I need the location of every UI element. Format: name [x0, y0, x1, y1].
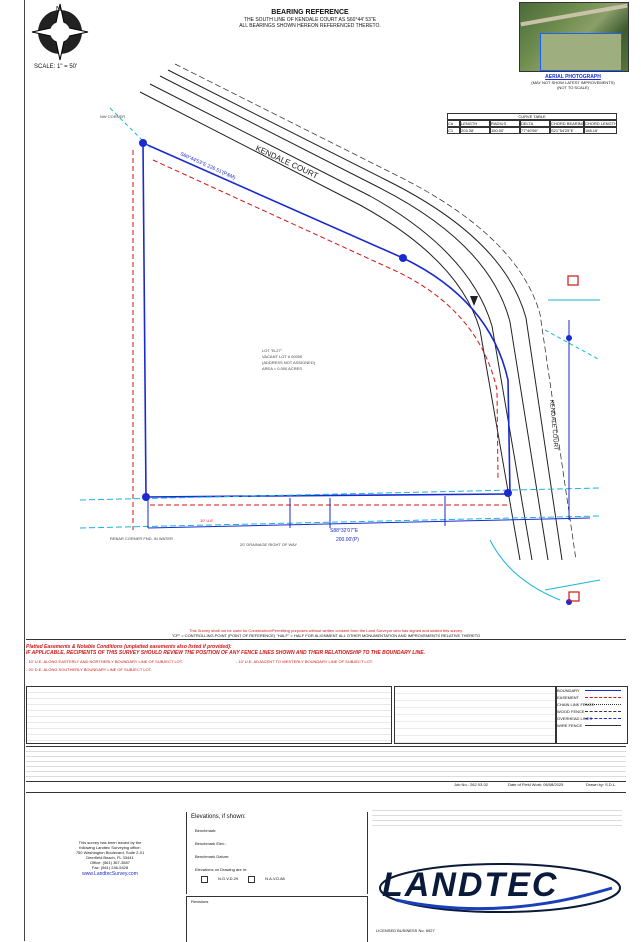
elevations-box: [186, 812, 368, 894]
revisions-box: [186, 896, 368, 942]
drawn-by: Drawn by: S.D.L.: [586, 782, 617, 787]
abbreviations-table: [26, 686, 392, 744]
certification-text: [372, 806, 622, 828]
bearing-line2: ALL BEARINGS SHOWN HEREON REFERENCED THERETO.: [239, 23, 381, 29]
fax: Fax: (561) 246-5428: [91, 865, 129, 870]
legend-chain-link: CHAIN LINK FENCE: [557, 701, 627, 708]
drainage-label-1: 10' U.E.: [200, 518, 215, 523]
scale-label: SCALE: 1" = 50': [34, 64, 78, 70]
lot-label-2: VACANT LOT # 00000: [262, 354, 303, 359]
easement-2: - 20' D.E. ALONG SOUTHERLY BOUNDARY LINE OF SUBJECT LOT.: [26, 667, 152, 672]
curve-td: 150.00': [490, 127, 520, 134]
fence-warning: IF APPLICABLE, RECIPIENTS OF THIS SURVEY SHOULD REVIEW THE POSITION OF ANY FENCE LINES SHOWN AND THEIR RELATIONSHIP TO THE BOUNDARY LINE.: [26, 650, 426, 656]
elev-drawing: Elevations on Drawing are in:: [195, 867, 248, 872]
curve-th: RADIUS: [490, 120, 520, 127]
north-dimension: S60°44'53"E 226.51'(P&M): [179, 151, 237, 182]
job-no: Job No.: 262 03-02: [454, 782, 489, 787]
south-dimension: S88°32'07"E: [330, 528, 359, 534]
easement-3: - 10' U.E. ADJACENT TO WESTERLY BOUNDARY LINE OF SUBJECT LOT.: [236, 659, 373, 664]
survey-note-1: This survey has been issued by the: [78, 840, 142, 845]
legend-wood-fence: WOOD FENCE: [557, 708, 627, 715]
lot-label-1: LOT "B-27": [262, 348, 283, 353]
navd-label: N.A.V.D.88: [265, 876, 285, 881]
line-legend: [556, 686, 628, 744]
curve-th: CHORD LENGTH: [585, 121, 618, 126]
symbols-legend: [394, 686, 556, 744]
platted-title: Platted Easements & Notable Conditions (unplatted easements also listed if provided):: [26, 644, 232, 650]
legend-overhead: OVERHEAD LINES: [557, 715, 627, 722]
datum-options: [201, 876, 353, 883]
sw-corner-label: REBAR CORNER FND. IN WATER: [110, 536, 173, 541]
curve-th: DELTA: [520, 120, 550, 127]
lot-label-3: (ADDRESS NOT ASSIGNED): [262, 360, 316, 365]
curve-td: 77°40'56": [520, 127, 550, 134]
bearing-line1: THE SOUTH LINE OF KENDALE COURT AS S60°44' 53"E: [243, 17, 377, 23]
legend-wire-fence: WIRE FENCE: [557, 722, 627, 729]
office-phone: Office: (561) 367-3587: [90, 860, 130, 865]
benchmark: Benchmark:: [195, 828, 217, 833]
street-name: KENDALE COURT: [254, 143, 320, 181]
curve-th: CHORD BEARING: [551, 121, 585, 126]
bearing-title: BEARING REFERENCE: [271, 9, 349, 16]
navd-checkbox[interactable]: [248, 876, 255, 883]
license-number: LICENSED BUSINESS No. 6927: [376, 928, 435, 933]
logo-text: LANDTEC: [382, 866, 559, 904]
south-dimension-2: 200.00'(P): [336, 537, 359, 543]
curve-td: C1: [447, 127, 460, 134]
curve-th: C#: [447, 120, 460, 127]
disclaimer-text: This Survey shall not be used for Construction/Permitting purposes without written consent from the Land Surveyor who has signed and sealed this survey.: [189, 628, 463, 633]
office-info: [40, 840, 180, 877]
curve-td: S21°54'25"E: [550, 127, 584, 134]
landtec-logo: [376, 858, 624, 918]
revisions-label: Revisions: [191, 899, 209, 904]
legend-easement: EASEMENT: [557, 694, 627, 701]
cp-line: "CP" = CONTROLLING POINT (POINT OF REFERENCE) "HALF" = HALF FOR ALIGNMENT ALL OTHER MONUMENTATION AND IMPROVEMENTS RELATIVE THERETO: [26, 633, 626, 640]
aerial-sub2: (NOT TO SCALE): [557, 85, 589, 90]
lot-label-4: AREA = 0.000 ACRES: [262, 366, 302, 371]
curve-th: LENGTH: [460, 120, 490, 127]
survey-note-2: following Landtec Surveying office:: [79, 845, 141, 850]
general-notes: [26, 746, 626, 782]
notes-section: [26, 628, 626, 672]
curve-table-title: CURVE TABLE: [447, 113, 617, 120]
legend-boundary: BOUNDARY: [557, 687, 627, 694]
ngvd-label: N.G.V.D.29: [218, 876, 239, 881]
address-1: 750 Washington Boulevard, Suite 2-01: [75, 850, 145, 855]
elevations-title: Elevations, if shown:: [191, 814, 246, 820]
easement-1: - 10' U.E. ALONG EASTERLY AND NORTHERLY BOUNDARY LINE OF SUBJECT LOT.: [26, 659, 183, 664]
field-date: Date of Field Work: 06/08/2025: [508, 782, 564, 787]
curve-td: 188.16': [584, 127, 617, 134]
job-info-row: [454, 782, 626, 790]
benchmark-datum: Benchmark Datum:: [195, 854, 230, 859]
curve-td: 203.38': [460, 127, 490, 134]
street-name-right: KENDALE COURT: [548, 399, 559, 451]
website-link[interactable]: www.LandtecSurvey.com: [82, 871, 138, 877]
benchmark-elev: Benchmark Elev.:: [195, 841, 227, 846]
aerial-title: AERIAL PHOTOGRAPH: [545, 74, 601, 80]
aerial-sub1: (MAY NOT SHOW LATEST IMPROVEMENTS): [531, 80, 615, 85]
drainage-label-2: 20' DRAINAGE RIGHT OF WAY: [240, 542, 298, 547]
ngvd-checkbox[interactable]: [201, 876, 208, 883]
nw-corner-label: NW CORNER: [100, 114, 126, 119]
svg-text:N: N: [56, 6, 62, 13]
address-2: Deerfield Beach, FL 33441: [86, 855, 134, 860]
